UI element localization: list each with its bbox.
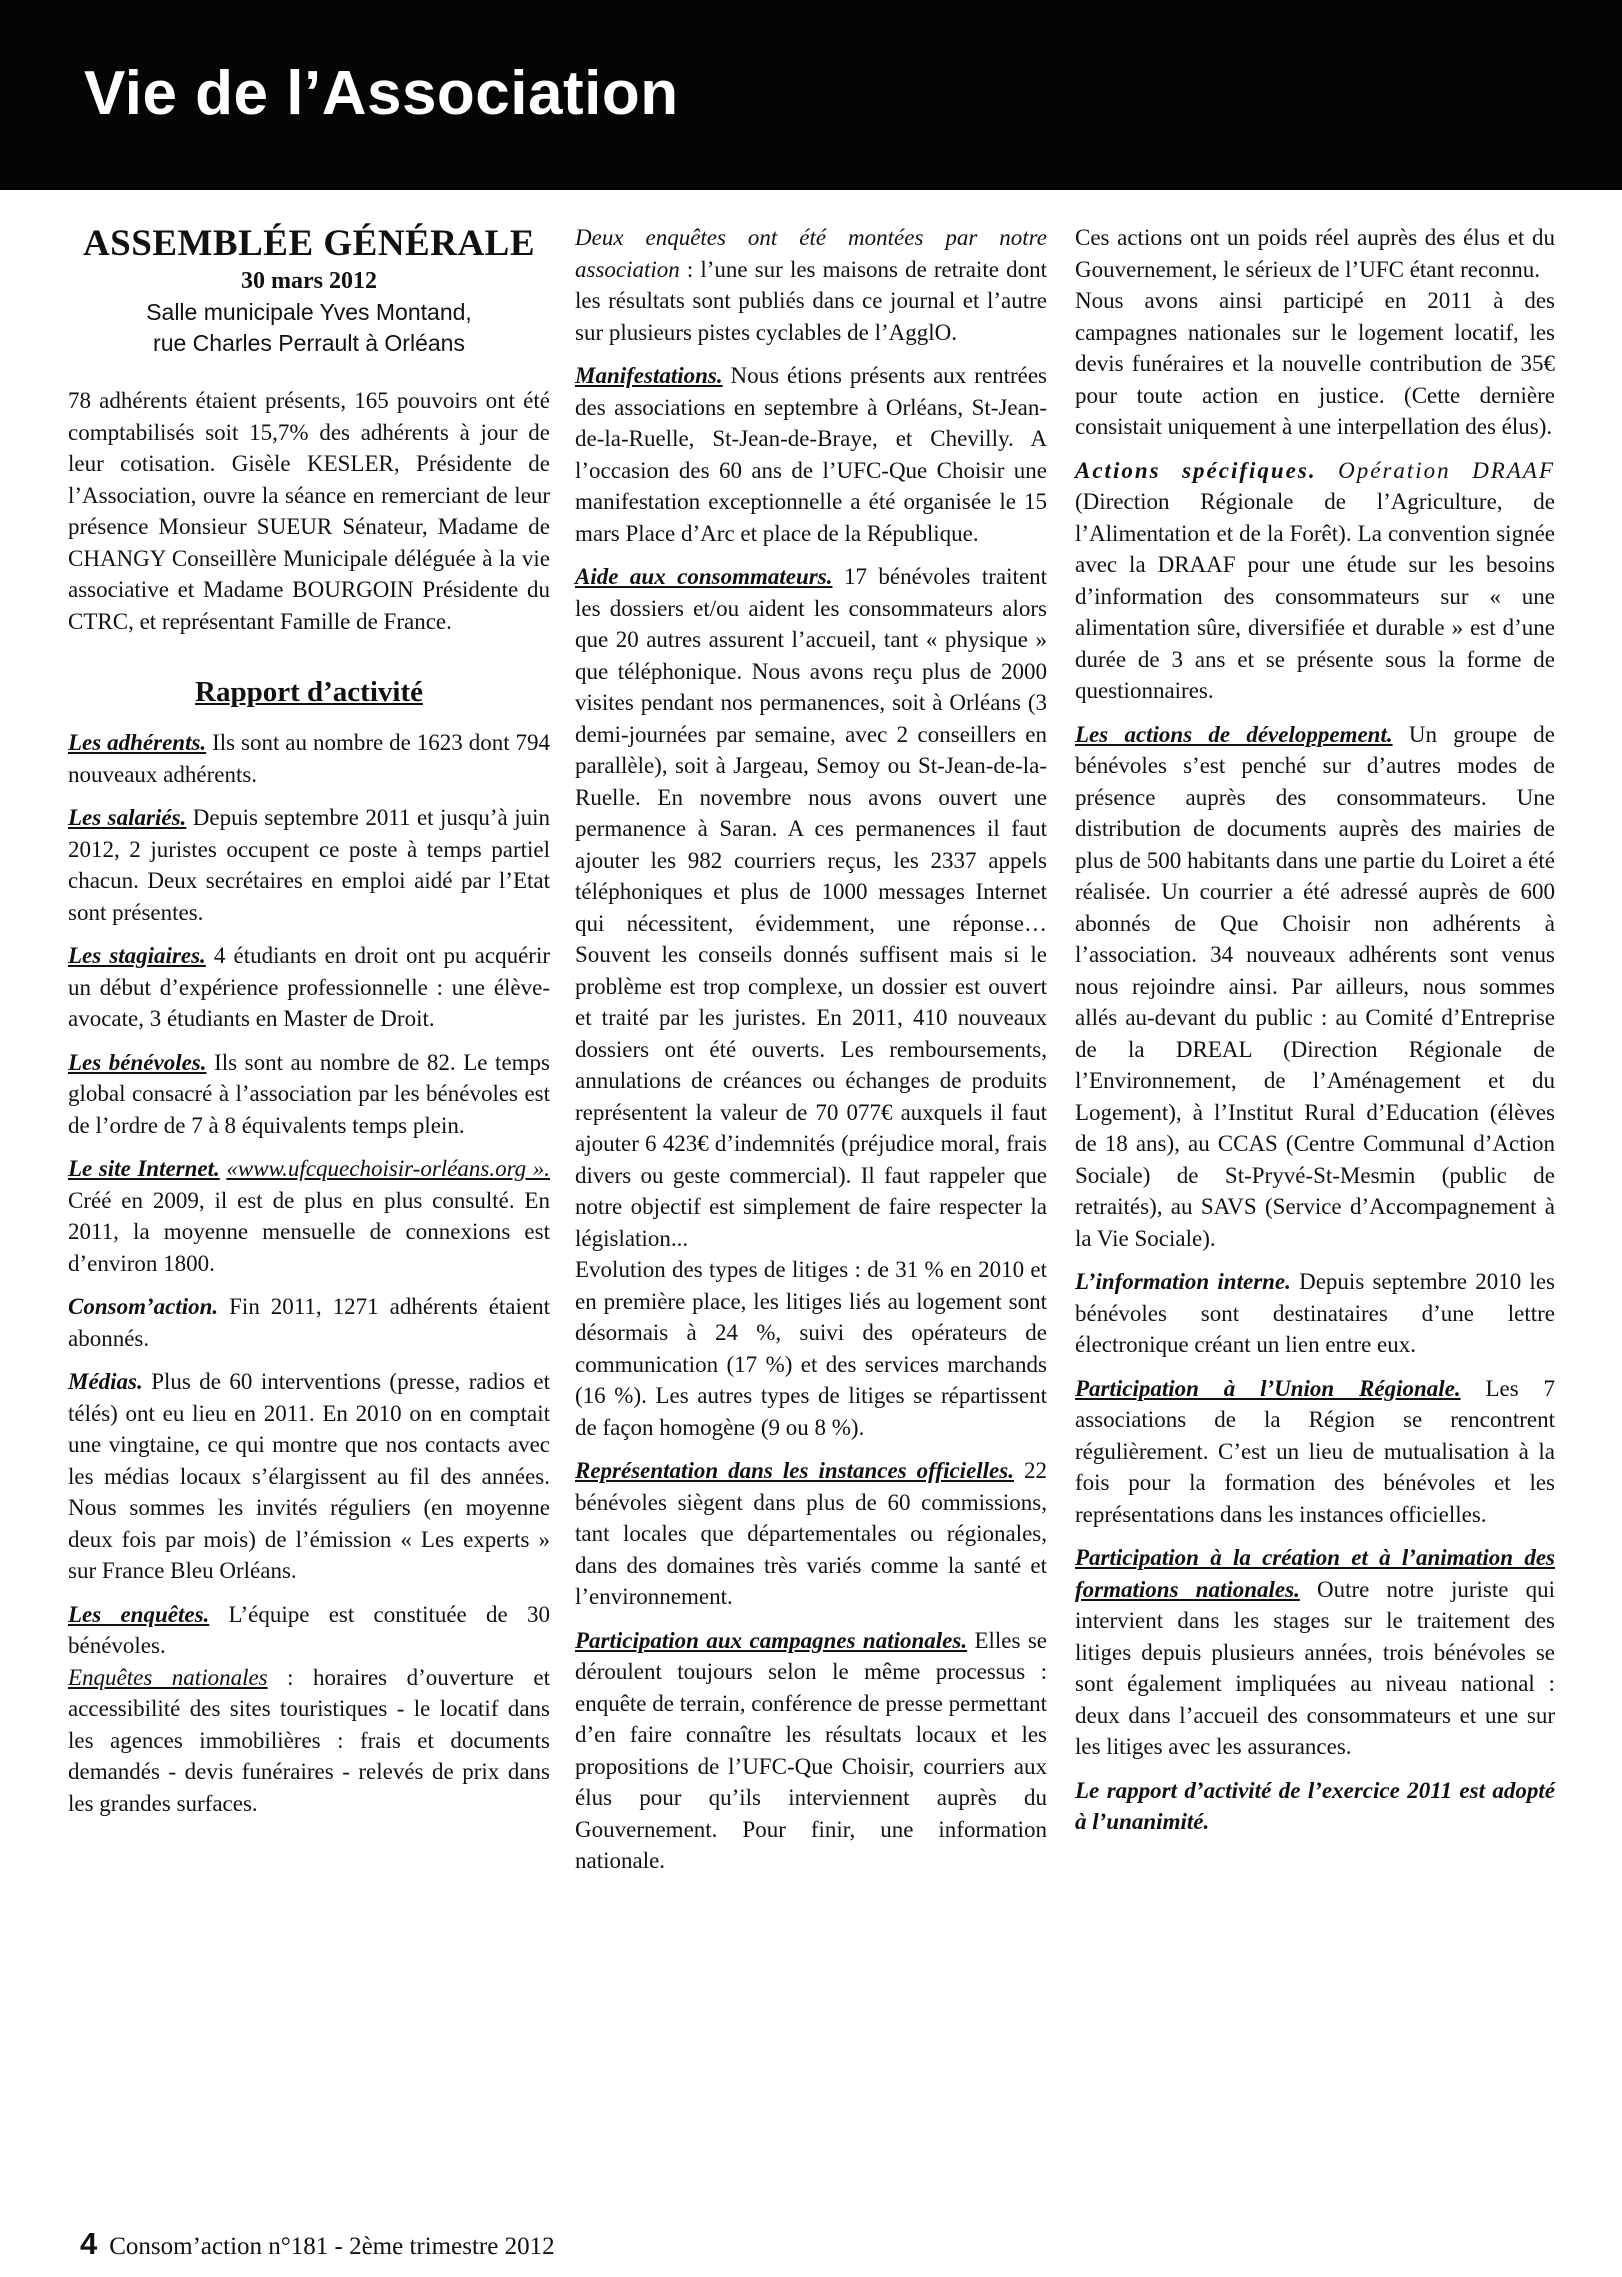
lead-actions-specifiques: Actions spécifiques. bbox=[1075, 457, 1317, 483]
paragraph-representation bbox=[575, 1455, 1047, 1613]
lead-deux-enquetes: Deux enquêtes ont été montées par notre association bbox=[575, 225, 1047, 282]
paragraph-campagnes-2011: Nous avons ainsi participé en 2011 à des campagnes nationales sur le logement locatif, les devis funéraires et la nouvelle contribution de 35€ pour toute action en justice. (Cette dernière consistait uniquement à une interpellation des élus). bbox=[1075, 288, 1555, 439]
site-url-link[interactable]: «www.ufcquechoisir-orléans.org ». bbox=[226, 1156, 550, 1181]
lead-representation: Représentation dans les instances officielles. bbox=[575, 1458, 1014, 1483]
paragraph-actions-specifiques bbox=[1075, 455, 1555, 707]
text-union-regionale: Les 7 associations de la Région se rencontrent régulièrement. C’est un lieu de mutualisation à la fois pour la formation des bénévoles et les représentations dans les instances officielles. bbox=[1075, 1375, 1555, 1527]
text-adherents: Ils sont au nombre de 1623 dont 794 nouveaux adhérents. bbox=[68, 730, 551, 787]
text-site: Créé en 2009, il est de plus en plus consulté. En 2011, la moyenne mensuelle de connexions est d’environ 1800. bbox=[68, 1187, 550, 1276]
intro-paragraph: 78 adhérents étaient présents, 165 pouvoirs ont été comptabilisés soit 15,7% des adhérents à jour de leur cotisation. Gisèle KESLER, Présidente de l’Association, ouvre la séance en remerciant de leur présence Monsieur SUEUR Sénateur, Madame de CHANGY Conseillère Municipale déléguée à la vie associative et Madame BOURGOIN Présidente du CTRC, et représentant Famille de France. bbox=[68, 388, 550, 634]
paragraph-information-interne bbox=[1075, 1266, 1555, 1361]
paragraph-adherents bbox=[68, 727, 550, 790]
lead-stagiaires: Les stagiaires. bbox=[68, 943, 206, 968]
lead-benevoles: Les bénévoles. bbox=[68, 1049, 207, 1075]
lead-manifestations: Manifestations. bbox=[575, 363, 723, 388]
lead-campagnes: Participation aux campagnes nationales. bbox=[575, 1627, 968, 1653]
lead-consomaction: Consom’action. bbox=[68, 1294, 219, 1319]
text-campagnes: Elles se déroulent toujours selon le même processus : enquête de terrain, conférence de presse permettant d’en faire connaître les résultats locaux et les propositions de l’UFC-Que Choisir, courriers aux élus pour qu’ils interviennent auprès du Gouvernement. Pour finir, une information nationale. bbox=[575, 1627, 1047, 1873]
lead-operation-draaf: Opération DRAAF bbox=[1316, 457, 1555, 483]
text-deux-enquetes: : l’une sur les maisons de retraite dont les résultats sont publiés dans ce journal et l’autre sur plusieurs pistes cyclables de l’AgglO. bbox=[575, 256, 1047, 345]
text-medias: Plus de 60 interventions (presse, radios et télés) ont eu lieu en 2011. En 2010 on en comptait une vingtaine, ce qui montre que nos contacts avec les médias locaux s’élargissent au fil des années. Nous sommes les invités réguliers (en moyenne deux fois par mois) de l’émission « Les experts » sur France Bleu Orléans. bbox=[68, 1369, 550, 1583]
text-benevoles: Ils sont au nombre de 82. Le temps global consacré à l’association par les bénévoles est de l’ordre de 7 à 8 équivalents temps plein. bbox=[68, 1049, 550, 1138]
paragraph-aide bbox=[575, 561, 1047, 1254]
column-1 bbox=[68, 222, 550, 1831]
text-formations: Outre notre juriste qui intervient dans les stages sur le traitement des litiges depuis plusieurs années, trois bénévoles se sont également impliquées au niveau national : deux dans l’accueil des consommateurs et une sur les litiges avec les assurances. bbox=[1075, 1576, 1556, 1759]
paragraph-formations bbox=[1075, 1542, 1555, 1763]
paragraph-manifestations bbox=[575, 360, 1047, 549]
paragraph-union-regionale bbox=[1075, 1373, 1555, 1531]
paragraph-campagnes bbox=[575, 1625, 1047, 1877]
text-salaries: Depuis septembre 2011 et jusqu’à juin 2012, 2 juristes occupent ce poste à temps partiel chacun. Deux secrétaires en emploi aidé par l’Etat sont présentes. bbox=[68, 805, 550, 925]
lead-formations: Participation à la création et à l’animation des formations nationales. bbox=[1075, 1545, 1555, 1602]
paragraph-stagiaires bbox=[68, 940, 550, 1035]
article-place-line-2: rue Charles Perrault à Orléans bbox=[153, 330, 465, 356]
page-number: 4 bbox=[80, 2226, 98, 2261]
lead-enquetes: Les enquêtes. bbox=[68, 1601, 210, 1627]
closing-statement: Le rapport d’activité de l’exercice 2011 est adopté à l’unanimité. bbox=[1075, 1777, 1555, 1834]
section-title: Vie de l’Association bbox=[84, 59, 679, 128]
publication-info: Consom’action n°181 - 2ème trimestre 2012 bbox=[109, 2233, 555, 2260]
text-representation: 22 bénévoles siègent dans plus de 60 commissions, tant locales que départementales ou régionales, dans des domaines très variés comme la santé et l’environnement. bbox=[575, 1458, 1048, 1609]
article-date: 30 mars 2012 bbox=[241, 268, 377, 294]
text-enquetes-nationales: : horaires d’ouverture et accessibilité des sites touristiques - le locatif dans les agences immobilières : frais et documents demandés - devis funéraires - relevés de prix dans les grandes surfaces. bbox=[68, 1664, 550, 1816]
text-actions-specifiques: (Direction Régionale de l’Agriculture, de l’Alimentation et de la Forêt). La convention signée avec la DRAAF pour une étude sur les besoins d’information des consommateurs sur « une alimentation sûre, diversifiée et durable » est d’une durée de 3 ans et se présente sous la forme de questionnaires. bbox=[1075, 489, 1555, 703]
column-2 bbox=[575, 222, 1047, 1889]
article-place-line-1: Salle municipale Yves Montand, bbox=[146, 299, 472, 325]
page-footer bbox=[80, 2226, 555, 2262]
lead-enquetes-nationales: Enquêtes nationales bbox=[68, 1664, 268, 1690]
text-enquetes: L’équipe est constituée de 30 bénévoles. bbox=[68, 1601, 550, 1658]
column-3 bbox=[1075, 222, 1555, 1850]
lead-site: Le site Internet. bbox=[68, 1156, 220, 1181]
paragraph-evolution: Evolution des types de litiges : de 31 % en 2010 et en première place, les litiges liés au logement sont désormais à 24 %, suivi des opérateurs de communication (17 %) et des services marchands (16 %). Les autres types de litiges se répartissent de façon homogène (9 ou 8 %). bbox=[575, 1257, 1047, 1440]
lead-union-regionale: Participation à l’Union Régionale. bbox=[1075, 1375, 1461, 1401]
paragraph-continuation: Ces actions ont un poids réel auprès des élus et du Gouvernement, le sérieux de l’UFC étant reconnu. bbox=[1075, 225, 1555, 282]
lead-medias: Médias. bbox=[68, 1369, 143, 1394]
text-developpement: Un groupe de bénévoles s’est penché sur d’autres modes de présence auprès des consommateurs. Une distribution de documents auprès des mairies de plus de 500 habitants dans une partie du Loiret a été réalisée. Un courrier a été adressé auprès de 600 abonnés de Que Choisir non adhérents à l’association. 34 nouveaux adhérents sont venus nous rejoindre ainsi. Par ailleurs, nous sommes allés au-devant du public : au Comité d’Entreprise de la DREAL (Direction Régionale de l’Environnement, de l’Aménagement et du Logement), à l’Institut Rural d’Education (élèves de 18 ans), au CCAS (Centre Communal d’Action Sociale) de St-Pryvé-St-Mesmin (public de retraités), au SAVS (Service d’Accompagnement à la Vie Sociale). bbox=[1075, 721, 1555, 1251]
paragraph-developpement bbox=[1075, 719, 1555, 1255]
paragraph-consomaction bbox=[68, 1291, 550, 1354]
text-consomaction: Fin 2011, 1271 adhérents étaient abonnés. bbox=[68, 1294, 550, 1351]
page-header bbox=[0, 0, 1622, 190]
lead-adherents: Les adhérents. bbox=[68, 730, 207, 755]
lead-developpement: Les actions de développement. bbox=[1075, 721, 1393, 747]
text-stagiaires: 4 étudiants en droit ont pu acquérir un début d’expérience professionnelle : une élève-avocate, 3 étudiants en Master de Droit. bbox=[68, 943, 550, 1031]
paragraph-medias bbox=[68, 1366, 550, 1587]
article-heading: ASSEMBLÉE GÉNÉRALE bbox=[82, 223, 536, 264]
text-information-interne: Depuis septembre 2010 les bénévoles sont destinataires d’une lettre électronique créant un lien entre eux. bbox=[1075, 1269, 1555, 1357]
paragraph-benevoles bbox=[68, 1047, 550, 1142]
lead-information-interne: L’information interne. bbox=[1075, 1269, 1291, 1294]
text-manifestations: Nous étions présents aux rentrées des associations en septembre à Orléans, St-Jean-de-la-Ruelle, St-Jean-de-Braye, et Chevilly. A l’occasion des 60 ans de l’UFC-Que Choisir une manifestation exceptionnelle a été organisée le 15 mars Place d’Arc et place de la République. bbox=[575, 363, 1047, 546]
text-aide: 17 bénévoles traitent les dossiers et/ou aident les consommateurs alors que 20 autres assurent l’accueil, tant « physique » que téléphonique. Nous avons reçu plus de 2000 visites pendant nos permanences, soit à Orléans (3 demi-journées par semaine, avec 2 conseillers en parallèle), soit à Jargeau, Semoy ou St-Jean-de-la-Ruelle. En novembre nous avons ouvert une permanence à Saran. A ces permanences il faut ajouter les 982 courriers reçus, les 2337 appels téléphoniques et plus de 1000 messages Internet qui nécessitent, évidemment, une réponse… Souvent les conseils donnés suffisent mais si le problème est trop complexe, un dossier est ouvert et traité par les juristes. En 2011, 410 nouveaux dossiers ont été ouverts. Les remboursements, annulations de créances ou échanges de produits représentent la valeur de 70 077€ auxquels il faut ajouter 6 423€ d’indemnités (préjudice moral, frais divers ou geste commercial). Il faut rappeler que notre objectif est simplement de faire respecter la législation... bbox=[575, 564, 1047, 1251]
paragraph-deux-enquetes bbox=[575, 222, 1047, 348]
paragraph-site bbox=[68, 1153, 550, 1279]
paragraph-enquetes-nationales bbox=[68, 1662, 550, 1820]
rapport-heading: Rapport d’activité bbox=[195, 676, 423, 708]
lead-aide: Aide aux consommateurs. bbox=[575, 564, 833, 589]
lead-salaries: Les salariés. bbox=[68, 805, 187, 830]
paragraph-enquetes bbox=[68, 1599, 550, 1662]
article-title-block bbox=[68, 222, 550, 359]
paragraph-salaries bbox=[68, 802, 550, 928]
